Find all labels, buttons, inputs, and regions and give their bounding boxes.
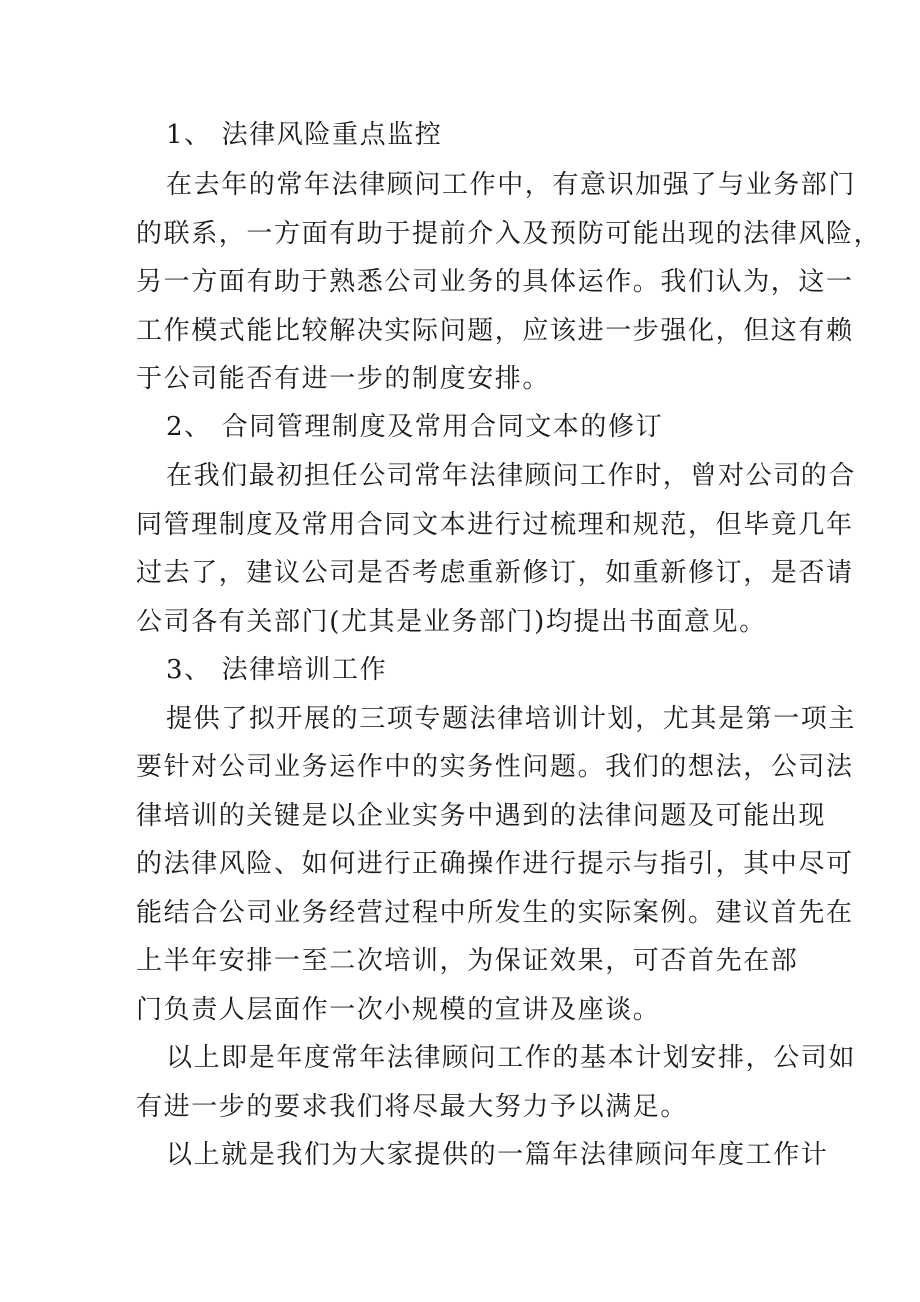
section-2-line: 公司各有关部门(尤其是业务部门)均提出书面意见。 — [136, 607, 767, 637]
section-1-line: 另一方面有助于熟悉公司业务的具体运作。我们认为，这一 — [136, 267, 854, 297]
section-3-line: 门负责人层面作一次小规模的宣讲及座谈。 — [136, 995, 661, 1025]
section-3-line: 律培训的关键是以企业实务中遇到的法律问题及可能出现 — [136, 801, 827, 831]
section-1-line: 于公司能否有进一步的制度安排。 — [136, 364, 551, 394]
section-3-line: 要针对公司业务运作中的实务性问题。我们的想法，公司法 — [136, 752, 854, 782]
section-1-heading: 1、 法律风险重点监控 — [166, 120, 443, 150]
section-1-line: 在去年的常年法律顾问工作中，有意识加强了与业务部门 — [166, 170, 857, 200]
section-3-line: 能结合公司业务经营过程中所发生的实际案例。建议首先在 — [136, 898, 854, 928]
final-line: 以上就是我们为大家提供的一篇年法律顾问年度工作计 — [166, 1140, 829, 1170]
section-2-heading: 2、 合同管理制度及常用合同文本的修订 — [166, 412, 664, 442]
closing-line: 以上即是年度常年法律顾问工作的基本计划安排，公司如 — [166, 1043, 857, 1073]
section-3-heading: 3、 法律培训工作 — [166, 655, 388, 685]
section-1-line: 的联系，一方面有助于提前介入及预防可能出现的法律风险， — [136, 219, 882, 249]
section-1-line: 工作模式能比较解决实际问题，应该进一步强化，但这有赖 — [136, 316, 854, 346]
section-2-line: 过去了，建议公司是否考虑重新修订，如重新修订，是否请 — [136, 558, 854, 588]
closing-line: 有进一步的要求我们将尽最大努力予以满足。 — [136, 1092, 689, 1122]
section-3-line: 上半年安排一至二次培训，为保证效果，可否首先在部 — [136, 946, 799, 976]
section-3-line: 的法律风险、如何进行正确操作进行提示与指引，其中尽可 — [136, 849, 854, 879]
section-3-line: 提供了拟开展的三项专题法律培训计划，尤其是第一项主 — [166, 704, 857, 734]
section-2-line: 在我们最初担任公司常年法律顾问工作时，曾对公司的合 — [166, 461, 857, 491]
section-2-line: 同管理制度及常用合同文本进行过梳理和规范，但毕竟几年 — [136, 510, 854, 540]
